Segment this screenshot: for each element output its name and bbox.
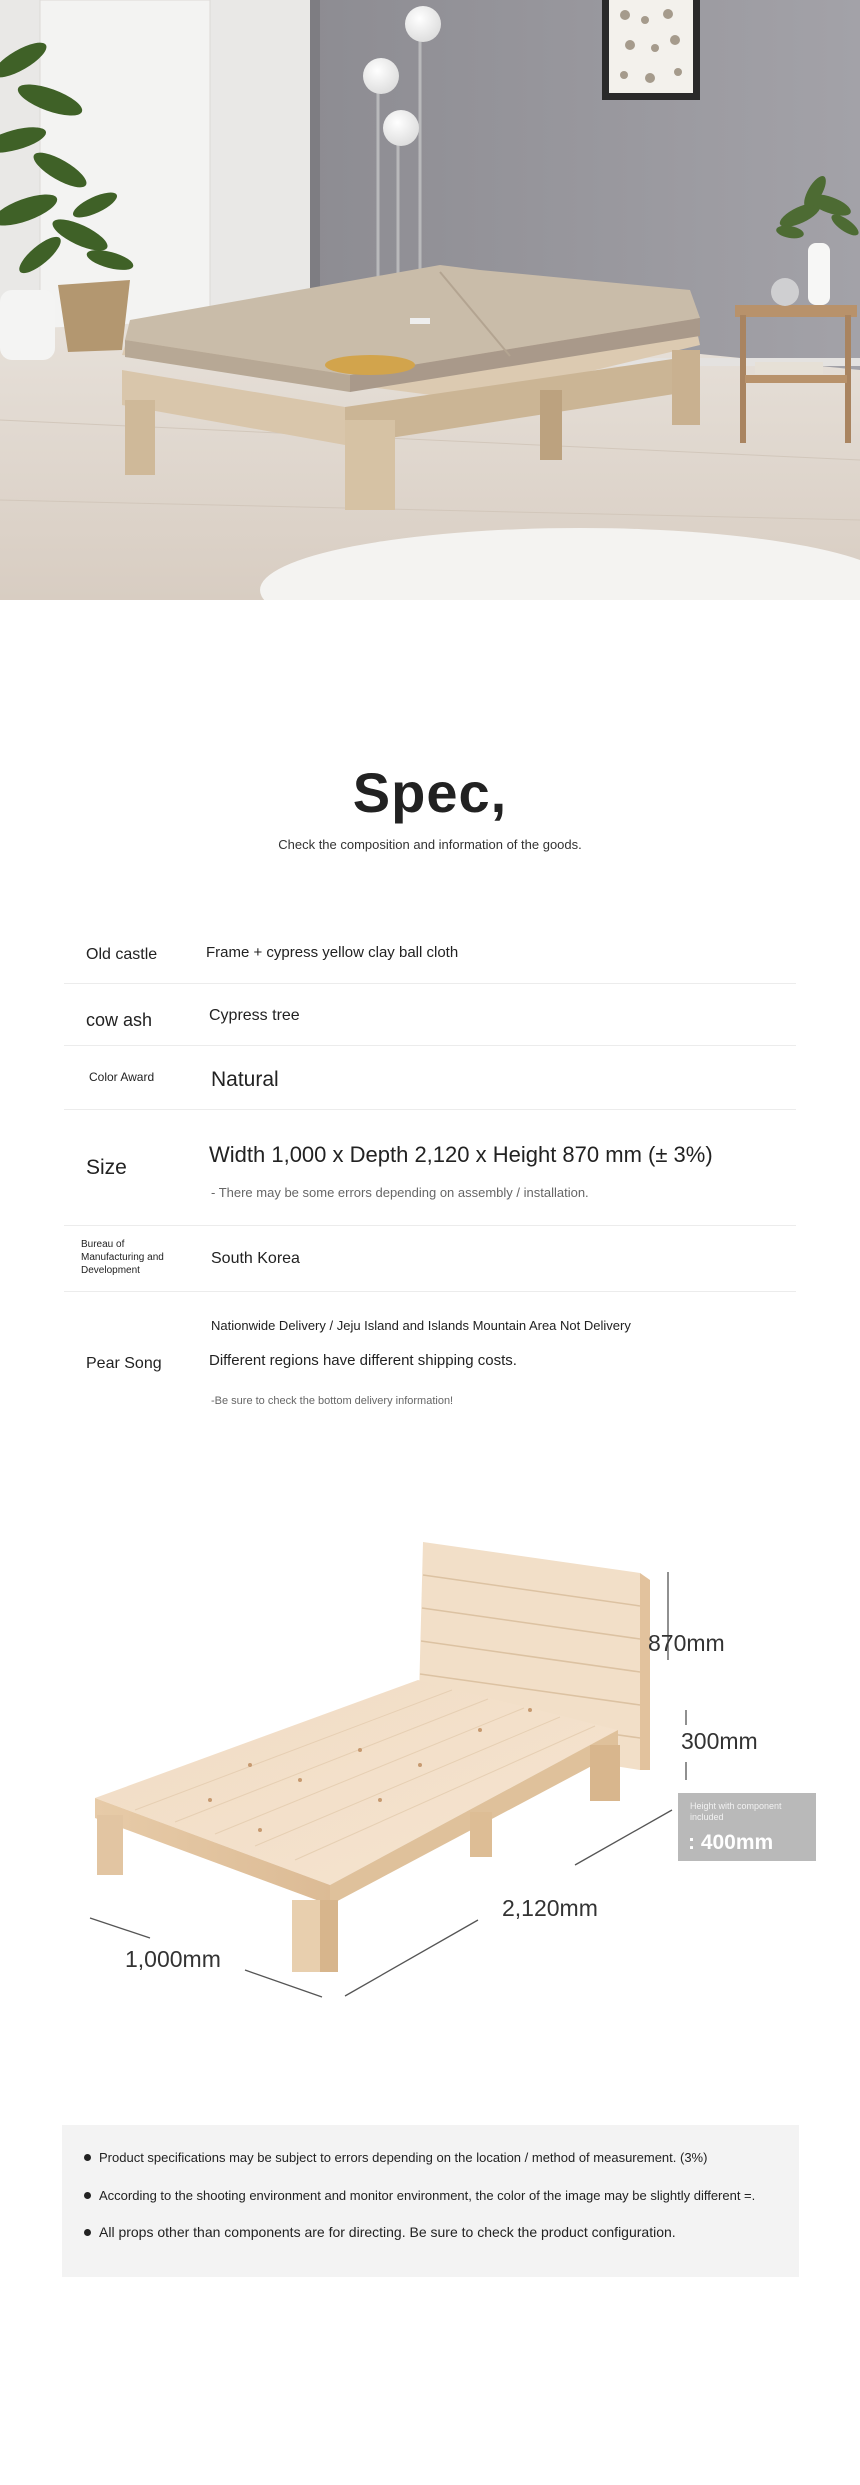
width-dimension: 1,000mm <box>125 1946 221 1972</box>
height-dimension: 870mm <box>648 1630 725 1656</box>
size-note: - There may be some errors depending on assembly / installation. <box>211 1185 589 1200</box>
dimension-drawing <box>0 1500 860 2050</box>
spec-value: Frame + cypress yellow clay ball cloth <box>206 944 459 961</box>
spec-label: Size <box>86 1156 127 1179</box>
spec-title: Spec, <box>352 761 508 824</box>
frame-height-dimension: 300mm <box>681 1728 758 1754</box>
spec-label: Old castle <box>86 946 158 963</box>
spec-subtitle: Check the composition and information of the goods. <box>278 837 582 852</box>
spec-value: South Korea <box>211 1250 300 1267</box>
shipping-line: -Be sure to check the bottom delivery information! <box>211 1395 454 1407</box>
bullet-icon <box>84 2154 91 2161</box>
spec-value: Natural <box>211 1068 279 1091</box>
depth-dimension: 2,120mm <box>502 1895 598 1921</box>
spec-label: Color Award <box>89 1070 155 1084</box>
spec-value: Width 1,000 x Depth 2,120 x Height 870 mm (± 3%) <box>209 1142 713 1167</box>
spec-table <box>64 922 796 1416</box>
spec-row-color <box>64 1046 796 1110</box>
note-text: Product specifications may be subject to errors depending on the location / method of measurement. (3%) <box>99 2150 708 2165</box>
spec-label: Pear Song <box>86 1355 162 1372</box>
spec-row-origin <box>64 1226 796 1292</box>
note-text: All props other than components are for directing. Be sure to check the product configuration. <box>99 2224 676 2240</box>
spec-row-material <box>64 984 796 1046</box>
bullet-icon <box>84 2229 91 2236</box>
note-item <box>84 2150 707 2165</box>
shipping-line: Nationwide Delivery / Jeju Island and Islands Mountain Area Not Delivery <box>211 1318 631 1333</box>
component-height-box <box>678 1793 816 1861</box>
spec-row-shipping <box>64 1292 796 1416</box>
hero-photo <box>0 0 860 600</box>
component-height-caption: Height with component included <box>690 1801 782 1822</box>
spec-value: Cypress tree <box>209 1007 300 1024</box>
spec-row-size <box>64 1110 796 1226</box>
spec-label: Bureau of Manufacturing and Development <box>81 1239 164 1276</box>
bullet-icon <box>84 2192 91 2199</box>
component-height-value: : 400mm <box>688 1831 774 1854</box>
note-item <box>84 2224 676 2240</box>
note-item <box>84 2188 755 2203</box>
note-text: According to the shooting environment and monitor environment, the color of the image may be slightly different =. <box>99 2188 756 2203</box>
shipping-line: Different regions have different shipping costs. <box>209 1352 517 1369</box>
notes-box <box>62 2125 799 2277</box>
bedroom-scene-image <box>0 0 860 600</box>
spec-row-composition <box>64 922 796 984</box>
spec-label: cow ash <box>86 1010 153 1030</box>
